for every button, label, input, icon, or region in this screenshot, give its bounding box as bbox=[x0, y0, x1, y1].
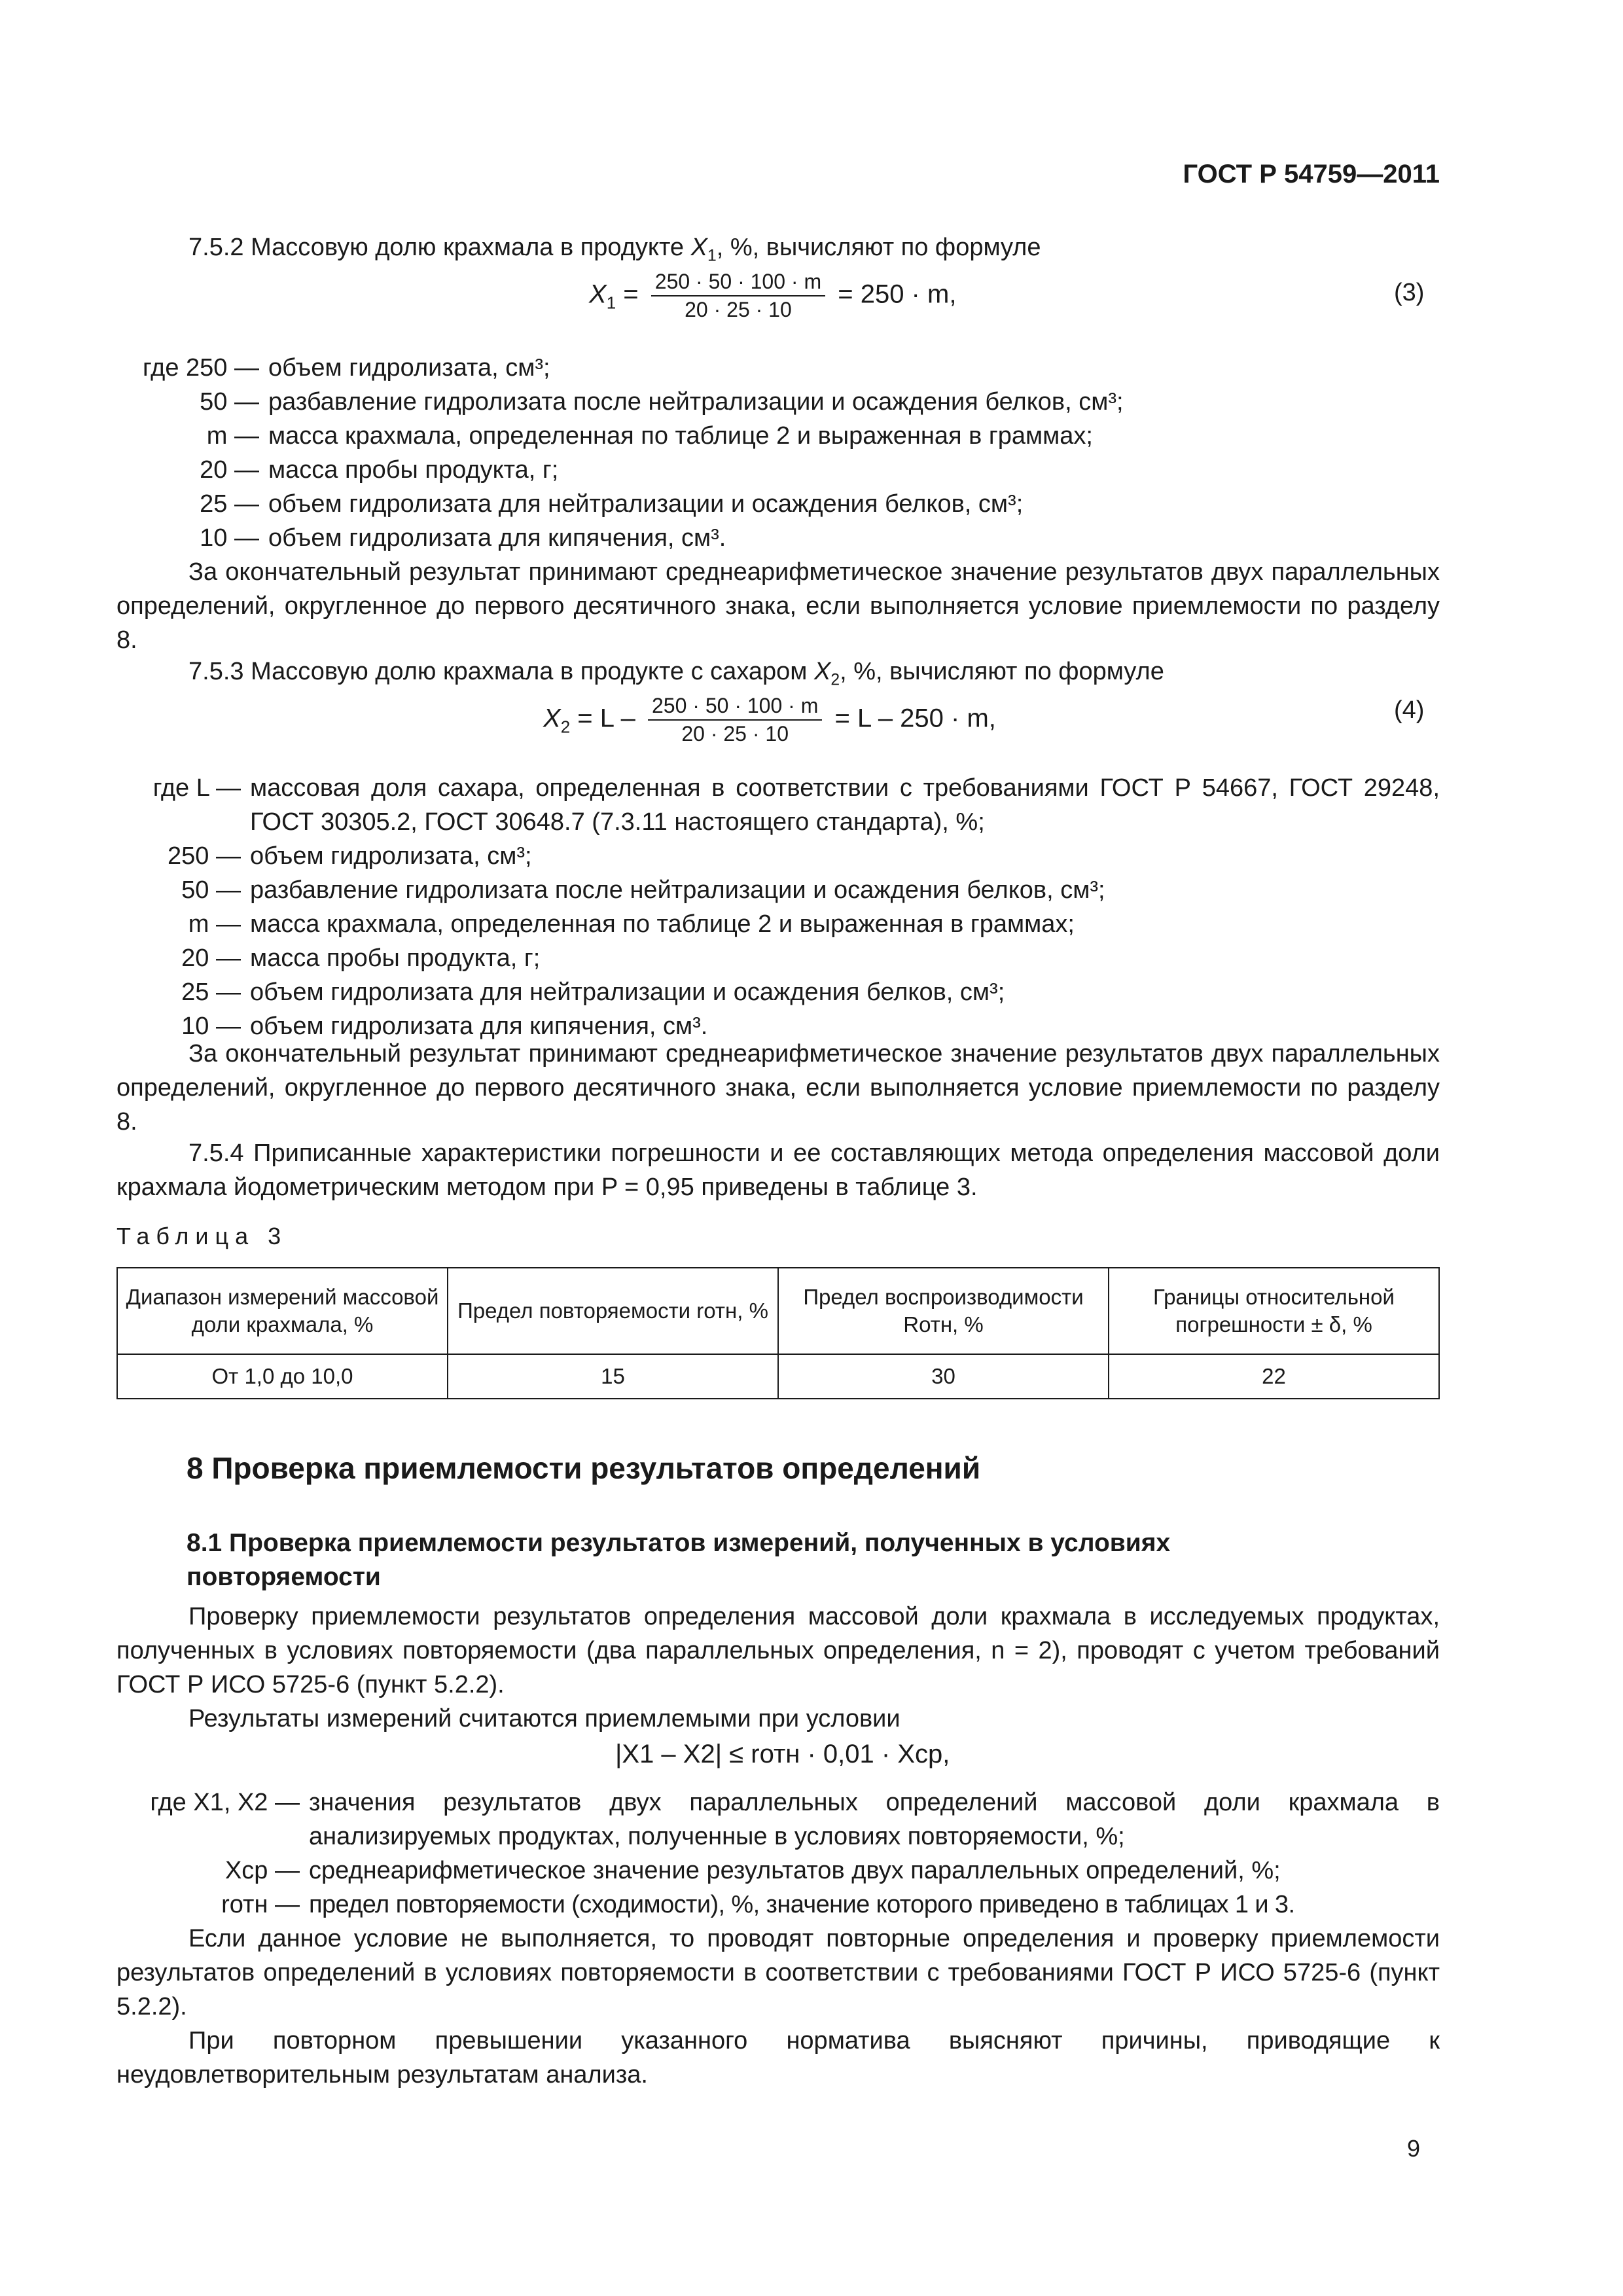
subscript: 2 bbox=[830, 671, 840, 689]
table-cell: 30 bbox=[778, 1354, 1109, 1399]
definition-value: масса крахмала, определенная по таблице 2 и выраженная в граммах; bbox=[268, 422, 1093, 450]
table-3 bbox=[116, 1267, 1440, 1399]
definition-value: значения результатов двух параллельных определений массовой доли крахмала в анализируемых продуктах, полученные в условиях повторяемости, %; bbox=[309, 1789, 1440, 1850]
section-8-1-title: 8.1 Проверка приемлемости результатов измерений, полученных в условиях повторяемости bbox=[187, 1529, 1171, 1591]
formula-3 bbox=[589, 270, 956, 322]
formula-eq: = L – bbox=[570, 704, 635, 733]
definition-row bbox=[116, 1785, 1440, 1854]
definition-key: 25 — bbox=[181, 978, 241, 1006]
definition-key: 250 — bbox=[168, 842, 241, 870]
definition-key: где L — bbox=[152, 774, 241, 802]
formula-lhs-sub: 1 bbox=[606, 293, 616, 313]
subscript: 1 bbox=[707, 247, 717, 265]
definition-row bbox=[116, 385, 1440, 419]
table-header-cell: Диапазон измерений массовой доли крахмала, % bbox=[117, 1268, 448, 1354]
table-cell: 22 bbox=[1109, 1354, 1439, 1399]
section-8-1-paragraph-1: Проверку приемлемости результатов определения массовой доли крахмала в исследуемых продуктах, полученных в условиях повторяемости (два параллельных определения, n = 2), проводят с учетом требований ГОСТ Р ИСО 5725-6 (пункт 5.2.2). bbox=[116, 1603, 1440, 1698]
intro-text-end: , %, вычисляют по формуле bbox=[840, 658, 1164, 685]
definition-row bbox=[116, 975, 1440, 1009]
formula-4 bbox=[543, 694, 996, 746]
formula-rhs: = 250 · m, bbox=[838, 279, 957, 309]
clause-7-5-2-intro bbox=[116, 230, 1440, 274]
definition-row bbox=[116, 771, 1440, 839]
equation-number-3: (3) bbox=[1394, 279, 1425, 306]
definition-value: среднеарифметическое значение результатов двух параллельных определений, %; bbox=[309, 1857, 1281, 1884]
definition-value: разбавление гидролизата после нейтрализации и осаждения белков, см³; bbox=[250, 876, 1105, 904]
definition-row bbox=[116, 521, 1440, 555]
clause-7-5-3-intro bbox=[116, 655, 1440, 698]
formula-rhs: = L – 250 · m, bbox=[834, 704, 996, 733]
definition-row bbox=[116, 1854, 1440, 1888]
section-8-1-paragraph-4: При повторном превышении указанного норматива выясняют причины, приводящие к неудовлетворительным результатам анализа. bbox=[116, 2027, 1440, 2089]
formula-lhs: X bbox=[589, 279, 607, 309]
definitions-7-5-3 bbox=[116, 771, 1440, 1043]
clause-7-5-2-final: За окончательный результат принимают среднеарифметическое значение результатов двух параллельных определений, округленное до первого десятичного знака, если выполняется условие приемлемости по разделу 8. bbox=[116, 558, 1440, 654]
table-cell: 15 bbox=[448, 1354, 778, 1399]
variable: X bbox=[813, 658, 831, 685]
definition-key: 10 — bbox=[181, 1013, 241, 1040]
definition-value: масса пробы продукта, г; bbox=[250, 944, 541, 972]
definition-row bbox=[116, 941, 1440, 975]
definitions-8-1 bbox=[116, 1785, 1440, 1922]
repeatability-condition: |X1 – X2| ≤ rотн · 0,01 · Xср, bbox=[615, 1740, 950, 1768]
definition-row bbox=[116, 351, 1440, 385]
definition-value: массовая доля сахара, определенная в соответствии с требованиями ГОСТ Р 54667, ГОСТ 29248, ГОСТ 30305.2, ГОСТ 30648.7 (7.3.11 настоящего стандарта), %; bbox=[250, 774, 1440, 836]
definition-value: предел повторяемости (сходимости), %, значение которого приведено в таблицах 1 и 3. bbox=[309, 1891, 1295, 1918]
definition-key: 20 — bbox=[200, 456, 259, 484]
section-8-1-paragraph-2: Результаты измерений считаются приемлемыми при условии bbox=[188, 1705, 901, 1732]
definition-row bbox=[116, 873, 1440, 907]
definition-row bbox=[116, 907, 1440, 941]
page-number: 9 bbox=[1407, 2135, 1421, 2162]
table-row bbox=[117, 1354, 1439, 1399]
clause-7-5-4: 7.5.4 Приписанные характеристики погрешности и ее составляющих метода определения массовой доли крахмала йодометрическим методом при P = 0,95 приведены в таблице 3. bbox=[116, 1139, 1440, 1201]
table-header-row bbox=[117, 1268, 1439, 1354]
definition-key: где 250 — bbox=[143, 354, 259, 382]
definitions-7-5-2 bbox=[116, 351, 1440, 555]
definition-row bbox=[116, 839, 1440, 873]
definition-value: объем гидролизата для нейтрализации и осаждения белков, см³; bbox=[268, 490, 1024, 518]
definition-key: 50 — bbox=[181, 876, 241, 904]
formula-eq: = bbox=[616, 279, 639, 309]
definition-key: 20 — bbox=[181, 944, 241, 972]
formula-fraction bbox=[648, 694, 822, 746]
definition-value: масса пробы продукта, г; bbox=[268, 456, 559, 484]
definition-value: объем гидролизата, см³; bbox=[250, 842, 532, 870]
document-header: ГОСТ Р 54759—2011 bbox=[1183, 160, 1440, 188]
formula-lhs: X bbox=[543, 704, 561, 733]
definition-key: где X1, X2 — bbox=[150, 1789, 300, 1816]
definition-value: объем гидролизата для кипячения, см³. bbox=[250, 1013, 708, 1040]
definition-key: m — bbox=[206, 422, 259, 450]
definition-row bbox=[116, 419, 1440, 453]
definition-key: 10 — bbox=[200, 524, 259, 552]
clause-7-5-3-final: За окончательный результат принимают среднеарифметическое значение результатов двух параллельных определений, округленное до первого десятичного знака, если выполняется условие приемлемости по разделу 8. bbox=[116, 1040, 1440, 1136]
section-8-1-paragraph-3: Если данное условие не выполняется, то проводят повторные определения и проверку приемлемости результатов определений в условиях повторяемости в соответствии с требованиями ГОСТ Р ИСО 5725-6 (пункт 5.2.2). bbox=[116, 1925, 1440, 2020]
table-header-cell: Предел воспроизводимости Rотн, % bbox=[778, 1268, 1109, 1354]
table-header-cell: Границы относительной погрешности ± δ, % bbox=[1109, 1268, 1439, 1354]
definition-key: Xср — bbox=[224, 1857, 300, 1884]
table-caption: Таблица 3 bbox=[116, 1223, 288, 1249]
variable: X bbox=[690, 234, 707, 261]
definition-value: разбавление гидролизата после нейтрализации и осаждения белков, см³; bbox=[268, 388, 1124, 416]
definition-row bbox=[116, 1888, 1440, 1922]
fraction-numerator: 250 · 50 · 100 · m bbox=[651, 270, 825, 296]
section-8-title: 8 Проверка приемлемости результатов определений bbox=[187, 1451, 981, 1485]
definition-value: масса крахмала, определенная по таблице 2 и выраженная в граммах; bbox=[250, 910, 1075, 938]
fraction-denominator: 20 · 25 · 10 bbox=[681, 722, 789, 745]
fraction-denominator: 20 · 25 · 10 bbox=[685, 298, 792, 321]
formula-lhs-sub: 2 bbox=[560, 717, 571, 737]
definition-key: 25 — bbox=[200, 490, 259, 518]
intro-text-end: , %, вычисляют по формуле bbox=[716, 234, 1041, 261]
definition-value: объем гидролизата для нейтрализации и осаждения белков, см³; bbox=[250, 978, 1005, 1006]
definition-key: rотн — bbox=[221, 1891, 300, 1918]
fraction-numerator: 250 · 50 · 100 · m bbox=[648, 694, 822, 721]
definition-key: m — bbox=[188, 910, 241, 938]
table-header-cell: Предел повторяемости rотн, % bbox=[448, 1268, 778, 1354]
definition-key: 50 — bbox=[200, 388, 259, 416]
definition-value: объем гидролизата для кипячения, см³. bbox=[268, 524, 726, 552]
formula-fraction bbox=[651, 270, 825, 322]
intro-text: 7.5.2 Массовую долю крахмала в продукте bbox=[188, 234, 691, 261]
table-cell: От 1,0 до 10,0 bbox=[117, 1354, 448, 1399]
definition-row bbox=[116, 453, 1440, 487]
equation-number-4: (4) bbox=[1394, 696, 1425, 724]
definition-row bbox=[116, 487, 1440, 521]
definition-value: объем гидролизата, см³; bbox=[268, 354, 550, 382]
intro-text: 7.5.3 Массовую долю крахмала в продукте с сахаром bbox=[188, 658, 814, 685]
